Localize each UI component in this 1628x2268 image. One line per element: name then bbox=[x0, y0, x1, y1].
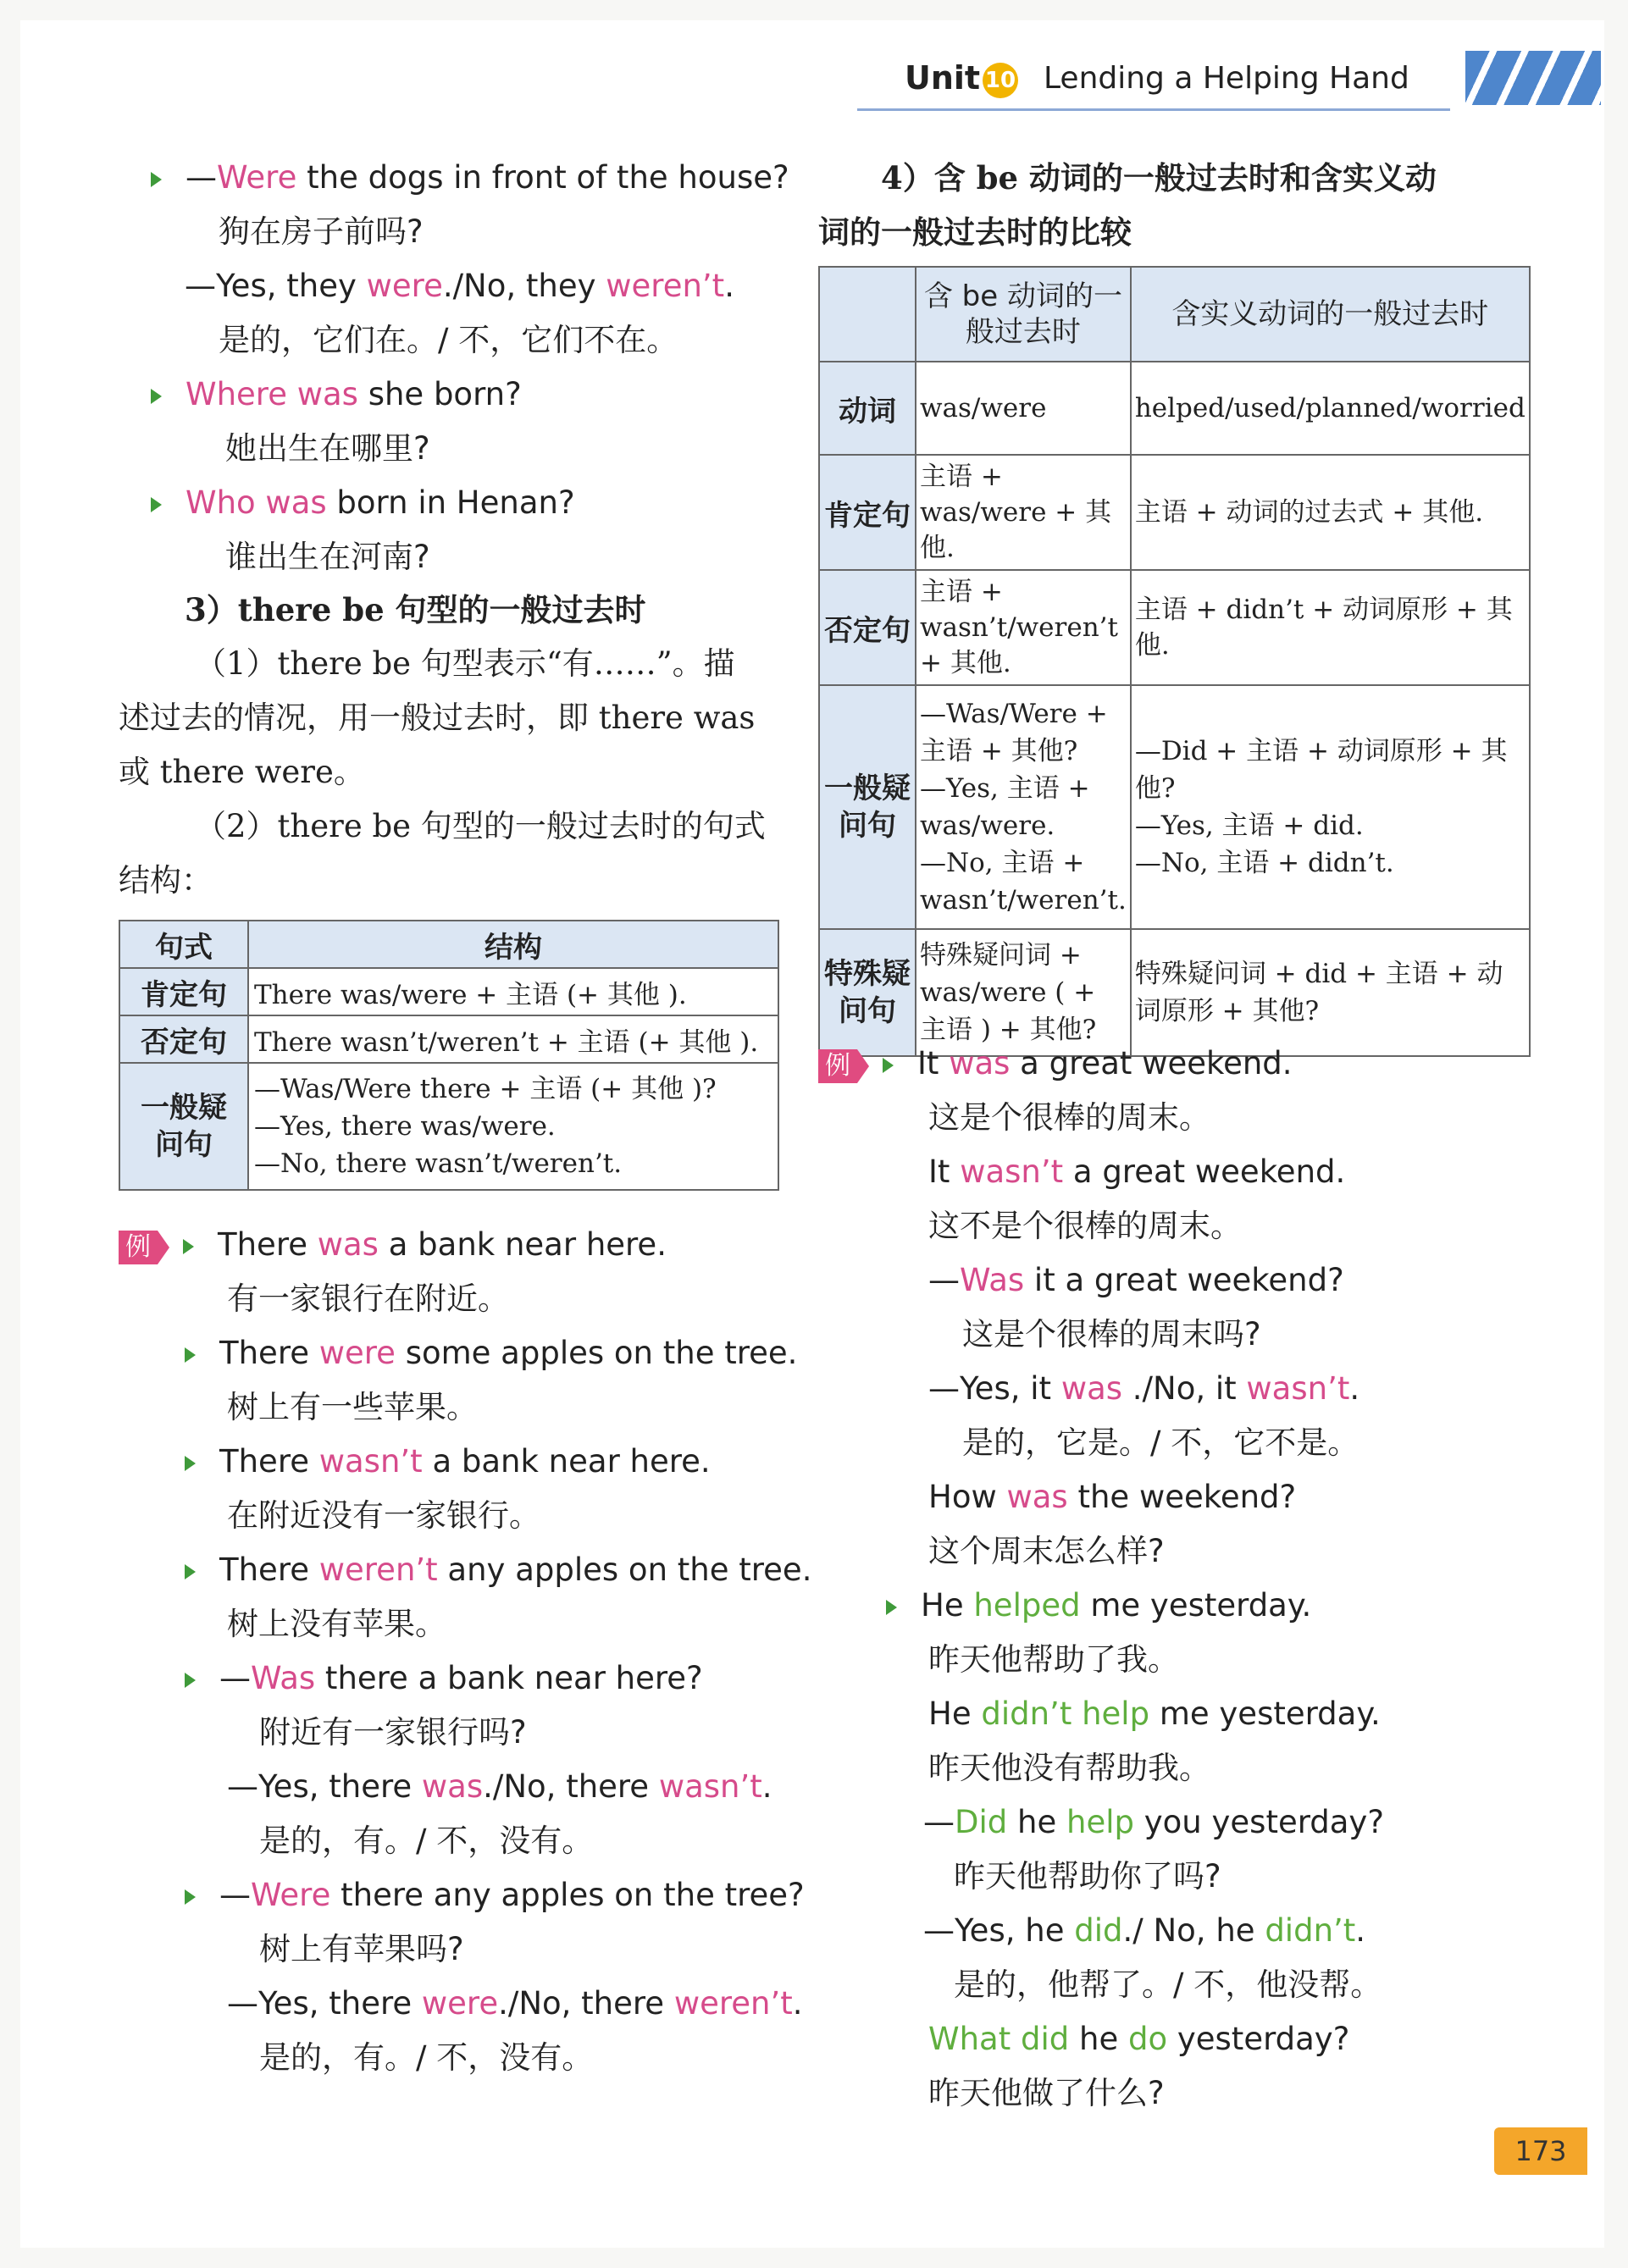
text-segment: a bank near here. bbox=[378, 1226, 667, 1263]
text-segment: Who was bbox=[186, 484, 327, 521]
text-segment: helped bbox=[973, 1587, 1081, 1624]
text-line: 是的，有。/ 不，没有。 bbox=[259, 1823, 594, 1859]
text-segment: 主语 + wasn’t/weren’t + 其他. bbox=[916, 570, 1131, 685]
text-line: 这不是个很棒的周末。 bbox=[928, 1208, 1242, 1244]
text-line bbox=[151, 368, 795, 422]
text-segment: born in Henan? bbox=[326, 484, 575, 521]
text-line bbox=[818, 1795, 1513, 1850]
text-segment: There was/were + 主语 (+ 其他 ). bbox=[248, 968, 778, 1015]
text-line bbox=[119, 1977, 803, 2031]
text-segment: —Yes, there bbox=[227, 1985, 422, 2022]
text-line bbox=[119, 1218, 796, 1272]
text-segment: was bbox=[1060, 1370, 1123, 1407]
text-segment: 句式 bbox=[119, 921, 248, 968]
text-line: 昨天他做了什么? bbox=[928, 2075, 1165, 2111]
bullet-icon bbox=[185, 1347, 196, 1363]
text-segment: the weekend? bbox=[1067, 1479, 1297, 1515]
page-number: 173 bbox=[1494, 2127, 1587, 2175]
text-segment: he bbox=[1007, 1804, 1067, 1840]
text-line: （2）there be 句型的一般过去时的句式 bbox=[195, 808, 766, 844]
text-line: 树上有苹果吗? bbox=[259, 1931, 464, 1967]
text-segment: ./No, there bbox=[483, 1768, 659, 1805]
text-line: 有一家银行在附近。 bbox=[227, 1281, 509, 1317]
bullet-icon bbox=[151, 497, 162, 512]
text-line: 狗在房子前吗? bbox=[219, 213, 424, 250]
text-line: 这是个很棒的周末。 bbox=[928, 1099, 1210, 1136]
text-segment: 一般疑问句 bbox=[824, 772, 911, 843]
text-segment: wasn’t bbox=[960, 1153, 1064, 1190]
text-segment: 主语 + 动词的过去式 + 其他. bbox=[1131, 455, 1530, 570]
text-segment: —Yes, he bbox=[923, 1912, 1075, 1949]
text-segment: There wasn’t/weren’t + 主语 (+ 其他 ). bbox=[248, 1015, 778, 1063]
text-segment: there a bank near here? bbox=[315, 1660, 703, 1696]
bullet-icon bbox=[185, 1456, 196, 1471]
text-line bbox=[818, 1037, 1513, 1091]
text-segment: 主语 + didn’t + 动词原形 + 其他. bbox=[1131, 570, 1530, 685]
text-segment: Were bbox=[251, 1877, 331, 1913]
text-line: 述过去的情况，用一般过去时，即 there was bbox=[119, 700, 756, 736]
text-line bbox=[119, 1760, 796, 1814]
text-segment: He bbox=[921, 1587, 974, 1624]
text-segment: There bbox=[219, 1443, 319, 1480]
text-segment: —No, there wasn’t/weren’t. bbox=[254, 1148, 623, 1179]
section-3 bbox=[119, 583, 779, 908]
text-segment: didn’t bbox=[1265, 1912, 1356, 1949]
text-segment: Was bbox=[960, 1262, 1025, 1298]
text-segment: were bbox=[421, 1985, 499, 2022]
text-segment: 肯定句 bbox=[819, 455, 916, 570]
text-line bbox=[151, 151, 795, 205]
text-segment: yesterday? bbox=[1167, 2021, 1350, 2057]
text-segment: ./No, they bbox=[442, 268, 606, 304]
text-segment: me yesterday. bbox=[1149, 1695, 1381, 1732]
text-segment: 含 be 动词的一般过去时 bbox=[916, 267, 1131, 362]
unit-number-badge: 10 bbox=[983, 63, 1018, 98]
header-rule bbox=[857, 108, 1450, 111]
example-badge: 例 bbox=[818, 1049, 857, 1083]
text-segment: wasn’t bbox=[1246, 1370, 1350, 1407]
text-segment: 主语 + was/were + 其他. bbox=[916, 455, 1131, 570]
text-segment: There bbox=[219, 1335, 319, 1371]
text-line bbox=[151, 476, 795, 530]
text-segment: was bbox=[949, 1045, 1011, 1081]
text-segment: some apples on the tree. bbox=[395, 1335, 798, 1371]
text-segment: — bbox=[219, 1660, 251, 1696]
header-stripe-decoration bbox=[1465, 51, 1601, 105]
text-segment: was bbox=[1006, 1479, 1068, 1515]
text-line bbox=[818, 1579, 1513, 1633]
text-line bbox=[818, 1362, 1513, 1416]
text-line: 是的，它们在。/ 不，它们不在。 bbox=[219, 322, 678, 358]
text-segment: —Did + 主语 + 动词原形 + 其他? bbox=[1134, 736, 1508, 804]
text-line: 是的，他帮了。/ 不，他没帮。 bbox=[954, 1967, 1382, 2003]
text-segment: Was bbox=[251, 1660, 316, 1696]
text-line bbox=[818, 1253, 1513, 1308]
text-segment: — bbox=[923, 1804, 955, 1840]
text-line: 树上没有苹果。 bbox=[227, 1606, 446, 1642]
text-segment: was bbox=[317, 1226, 379, 1263]
text-line: 是的，有。/ 不，没有。 bbox=[259, 2039, 594, 2076]
text-line: 她出生在哪里? bbox=[225, 430, 430, 467]
text-segment: ./No, it bbox=[1122, 1370, 1247, 1407]
text-segment: was bbox=[421, 1768, 484, 1805]
text-segment: . bbox=[1349, 1370, 1360, 1407]
text-segment: 否定句 bbox=[819, 570, 916, 685]
text-segment: was/were bbox=[916, 362, 1131, 455]
unit-title: Lending a Helping Hand bbox=[1044, 61, 1409, 96]
text-segment: 动词 bbox=[819, 362, 916, 455]
text-segment: she born? bbox=[357, 376, 522, 412]
unit-label: Unit bbox=[905, 59, 981, 97]
text-segment: Did bbox=[955, 1804, 1008, 1840]
there-be-structure-table bbox=[119, 920, 779, 1191]
text-line bbox=[818, 2012, 1513, 2066]
text-segment: you yesterday? bbox=[1134, 1804, 1384, 1840]
text-line bbox=[119, 1435, 796, 1489]
text-line: 昨天他帮助你了吗? bbox=[954, 1858, 1221, 1895]
bullet-icon bbox=[886, 1600, 897, 1615]
text-segment: were bbox=[366, 268, 443, 304]
text-line: 昨天他没有帮助我。 bbox=[928, 1750, 1210, 1786]
text-segment: —Yes, they bbox=[185, 268, 367, 304]
text-segment: the dogs in front of the house? bbox=[296, 159, 789, 196]
text-segment: were bbox=[318, 1335, 396, 1371]
text-segment: —Yes, it bbox=[928, 1370, 1061, 1407]
section-4-heading bbox=[818, 151, 1496, 259]
text-line bbox=[119, 1326, 796, 1380]
text-segment: . bbox=[792, 1985, 803, 2022]
text-line: 谁出生在河南? bbox=[225, 539, 430, 575]
left-examples bbox=[119, 1218, 812, 2085]
text-segment: —Yes, 主语 + was/were. bbox=[920, 773, 1090, 841]
text-line: （1）there be 句型表示“有……”。描 bbox=[195, 645, 735, 682]
bullet-icon bbox=[185, 1673, 196, 1688]
text-segment: Were bbox=[217, 159, 297, 196]
text-segment: It bbox=[917, 1045, 950, 1081]
text-segment: 特殊疑问词 + was/were ( + 主语 ) + 其他? bbox=[916, 929, 1131, 1056]
text-line: 词的一般过去时的比较 bbox=[818, 213, 1132, 251]
text-segment: help bbox=[1066, 1804, 1134, 1840]
text-segment: There bbox=[219, 1552, 319, 1588]
text-segment: a great weekend. bbox=[1010, 1045, 1293, 1081]
right-examples bbox=[818, 1037, 1513, 2121]
text-segment: —Yes, 主语 + did. bbox=[1134, 810, 1364, 841]
section-3-heading: 3）there be 句型的一般过去时 bbox=[185, 591, 646, 628]
left-examples-top bbox=[185, 151, 795, 584]
text-segment: 否定句 bbox=[119, 1015, 248, 1063]
unit-header bbox=[847, 51, 1601, 119]
text-segment: weren’t bbox=[673, 1985, 793, 2022]
text-segment: wasn’t bbox=[658, 1768, 762, 1805]
text-line bbox=[119, 1543, 812, 1597]
text-segment: any apples on the tree. bbox=[437, 1552, 812, 1588]
text-segment: it a great weekend? bbox=[1024, 1262, 1344, 1298]
text-segment: me yesterday. bbox=[1080, 1587, 1312, 1624]
text-segment: —No, 主语 + wasn’t/weren’t. bbox=[920, 848, 1127, 915]
text-segment: Where was bbox=[186, 376, 358, 412]
text-line: 附近有一家银行吗? bbox=[259, 1714, 527, 1751]
bullet-icon bbox=[185, 1564, 196, 1579]
text-line: 结构： bbox=[119, 862, 213, 899]
text-segment: 特殊疑问句 bbox=[824, 957, 911, 1028]
text-line bbox=[119, 1651, 796, 1706]
text-segment: —Yes, there was/were. bbox=[254, 1111, 556, 1142]
text-segment: . bbox=[1355, 1912, 1366, 1949]
text-segment: He bbox=[928, 1695, 982, 1732]
text-segment: didn’t help bbox=[981, 1695, 1150, 1732]
text-segment: There bbox=[218, 1226, 318, 1263]
text-segment: did bbox=[1074, 1912, 1123, 1949]
text-segment: he bbox=[1069, 2021, 1128, 2057]
text-segment: —Was/Were there + 主语 (+ 其他 )? bbox=[254, 1074, 717, 1104]
text-segment: 一般疑问句 bbox=[141, 1091, 227, 1162]
text-line: 这个周末怎么样? bbox=[928, 1533, 1165, 1569]
text-segment: —No, 主语 + didn’t. bbox=[1134, 848, 1394, 878]
text-line bbox=[119, 1868, 805, 1922]
text-segment: 特殊疑问词 + did + 主语 + 动词原形 + 其他? bbox=[1131, 929, 1530, 1056]
text-segment: do bbox=[1127, 2021, 1168, 2057]
bullet-icon bbox=[883, 1058, 894, 1073]
text-segment: a great weekend. bbox=[1063, 1153, 1346, 1190]
bullet-icon bbox=[151, 389, 162, 404]
text-line: 在附近没有一家银行。 bbox=[227, 1497, 540, 1534]
bullet-icon bbox=[185, 1889, 196, 1905]
text-segment: — bbox=[186, 159, 217, 196]
text-segment: — bbox=[928, 1262, 960, 1298]
text-line: 或 there were。 bbox=[119, 754, 365, 790]
text-segment: ./ No, he bbox=[1122, 1912, 1265, 1949]
text-line: 昨天他帮助了我。 bbox=[928, 1641, 1179, 1678]
text-line bbox=[818, 1470, 1513, 1524]
text-segment: 结构 bbox=[248, 921, 778, 968]
text-segment: . bbox=[761, 1768, 772, 1805]
text-segment: 含实义动词的一般过去时 bbox=[1131, 267, 1530, 362]
text-segment: helped/used/planned/worried bbox=[1131, 362, 1530, 455]
text-segment: a bank near here. bbox=[422, 1443, 711, 1480]
text-line bbox=[818, 1904, 1513, 1958]
text-line: 是的，它是。/ 不，它不是。 bbox=[962, 1424, 1359, 1461]
tense-comparison-table bbox=[818, 266, 1531, 1057]
text-segment: What did bbox=[928, 2021, 1070, 2057]
text-segment: wasn’t bbox=[318, 1443, 423, 1480]
text-segment: . bbox=[724, 268, 734, 304]
text-segment: weren’t bbox=[606, 268, 725, 304]
text-line: 4）含 be 动词的一般过去时和含实义动 bbox=[881, 159, 1437, 196]
bullet-icon bbox=[151, 172, 162, 187]
text-segment: 肯定句 bbox=[119, 968, 248, 1015]
example-badge: 例 bbox=[119, 1231, 158, 1264]
text-segment: —Yes, there bbox=[227, 1768, 422, 1805]
text-line: 这是个很棒的周末吗? bbox=[962, 1316, 1261, 1353]
text-segment: there any apples on the tree? bbox=[330, 1877, 805, 1913]
text-segment: ./No, there bbox=[498, 1985, 674, 2022]
answer-line bbox=[185, 259, 795, 313]
text-segment: weren’t bbox=[318, 1552, 438, 1588]
text-line bbox=[818, 1145, 1513, 1199]
text-segment: It bbox=[928, 1153, 961, 1190]
text-line bbox=[818, 1687, 1513, 1741]
text-segment: — bbox=[219, 1877, 251, 1913]
text-line: 树上有一些苹果。 bbox=[227, 1389, 478, 1425]
bullet-icon bbox=[183, 1239, 194, 1254]
text-segment: How bbox=[928, 1479, 1007, 1515]
text-segment: —Was/Were + 主语 + 其他? bbox=[920, 699, 1108, 766]
